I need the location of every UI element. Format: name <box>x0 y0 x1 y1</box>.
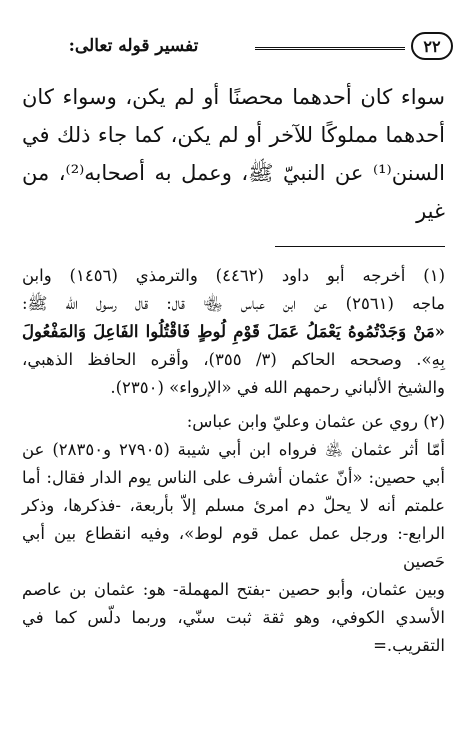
footnote-2-line-4: علمتم أنه لا يحلّ دم امرئ مسلم إلاّ بأربعة، -فذكرها، وذكر <box>22 496 445 515</box>
footnotes-section <box>22 262 445 666</box>
footnote-1-line-2: ماجه (٢٥٦١) عن ابن عباس ﵄ قال: قال رسول الله ﷺ: <box>22 294 445 313</box>
footnote-1-line-5: والشيخ الألباني رحمهم الله في «الإرواء» (٢٣٥٠). <box>110 378 445 397</box>
footnote-2-line-7: الأسدي الكوفي، وهو ثقة ثبت سنّي، وربما دلّس كما في التقريب.= <box>22 608 445 655</box>
main-body-text <box>22 78 445 230</box>
running-header <box>26 32 453 62</box>
footnote-2-line-1: (٢) روي عن عثمان وعليّ وابن عباس: <box>186 412 445 431</box>
footnote-2-line-5: الرابع-: ورجل عمل عمل قوم لوط»، وفيه انقطاع بين أبي حَصين <box>22 524 445 571</box>
footnote-separator <box>275 246 445 247</box>
footnote-2-line-3: أبي حصين: «أنّ عثمان أشرف على الناس يوم الدار فقال: أما <box>22 468 445 487</box>
footnote-1-line-4: بِهِ». وصححه الحاكم (٣/ ٣٥٥)، وأقره الحافظ الذهبي، <box>22 350 446 369</box>
footnote-2 <box>22 408 445 660</box>
footnote-1-line-1: (١) أخرجه أبو داود (٤٤٦٢) والترمذي (١٤٥٦) وابن <box>22 266 445 285</box>
header-divider <box>255 47 405 50</box>
main-text-line-2: أحدهما مملوكًا للآخر أو لم يكن، كما جاء ذلك في <box>22 123 445 147</box>
main-text-line-1: سواء كان أحدهما محصنًا أو لم يكن، وسواء كان <box>22 85 445 109</box>
footnote-1-hadith-text: «مَنْ وَجَدْتُمُوهُ يَعْمَلُ عَمَلَ قَوْمِ لُوطٍ فَاقْتُلُوا الفَاعِلَ وَالمَفْعُولَ <box>22 322 445 341</box>
footnote-1 <box>22 262 445 402</box>
main-text-line-3: السنن⁽¹⁾ عن النبيّ ﷺ، وعمل به أصحابه⁽²⁾، من غير <box>22 161 445 223</box>
footnote-2-line-6: وبين عثمان، وأبو حصين -بفتح المهملة- هو: عثمان بن عاصم <box>22 580 445 599</box>
page-number: ٢٢ <box>411 32 453 60</box>
footnote-2-line-2: أمّا أثر عثمان ﵁ فرواه ابن أبي شيبة (٢٧٩٠٥ و٢٨٣٥٠) عن <box>22 440 445 459</box>
running-title: تفسير قوله تعالى: <box>68 36 199 56</box>
